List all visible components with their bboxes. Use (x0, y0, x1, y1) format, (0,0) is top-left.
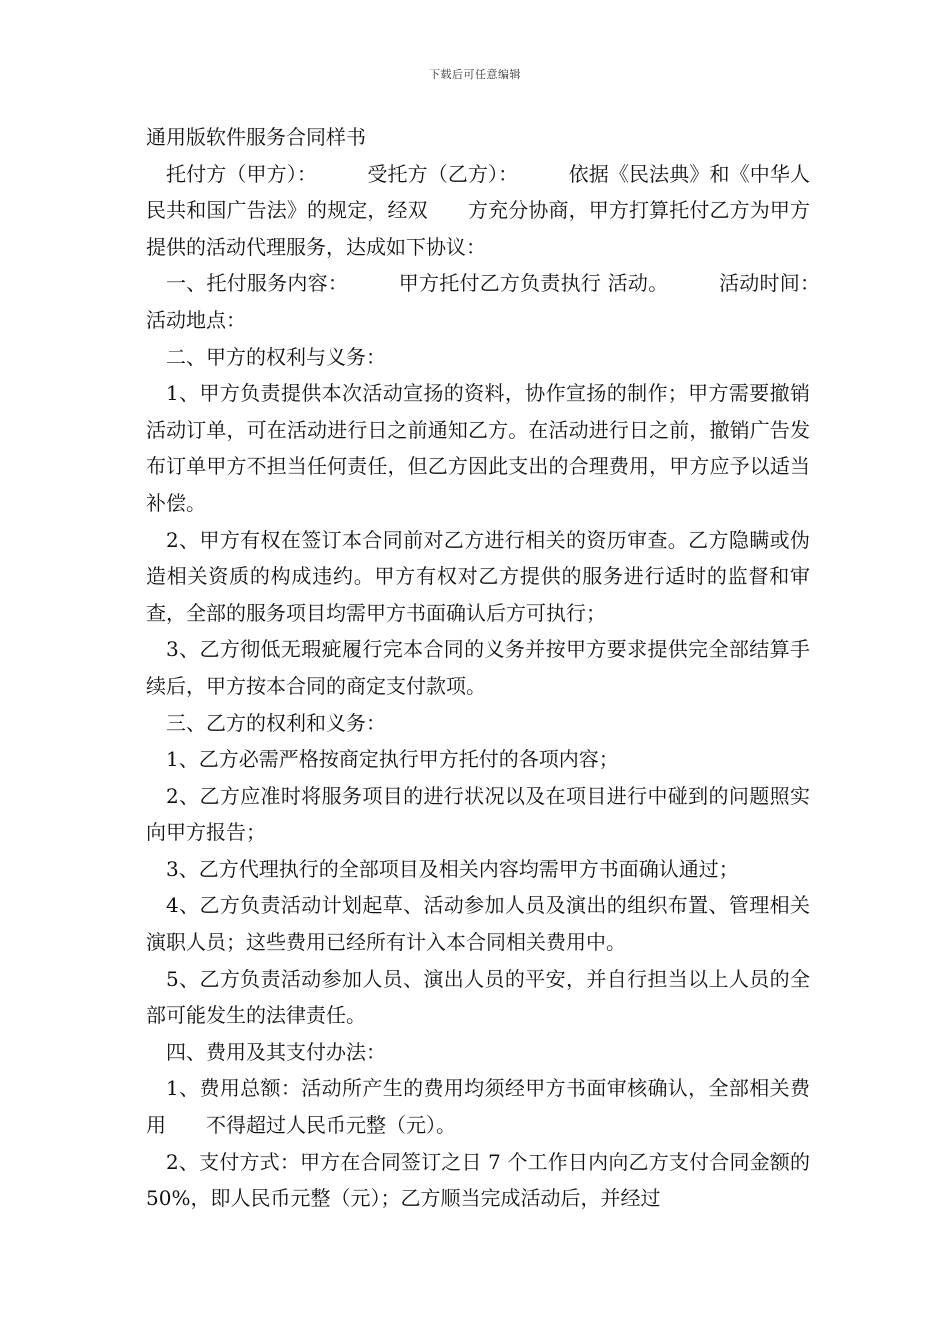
paragraph-2-3: 3、乙方彻低无瑕疵履行完本合同的义务并按甲方要求提供完全部结算手续后，甲方按本合同的商定支付款项。 (146, 637, 810, 698)
paragraph-4-2: 2、支付方式：甲方在合同签订之日 7 个工作日内向乙方支付合同金额的 50%，即人民币元整（元）；乙方顺当完成活动后，并经过 (146, 1149, 810, 1211)
paragraph-2-2: 2、甲方有权在签订本合同前对乙方进行相关的资历审查。乙方隐瞒或伪造相关资质的构成违约。甲方有权对乙方提供的服务进行适时的监督和审查，全部的服务项目均需甲方书面确认后方可执行； (146, 527, 810, 625)
paragraph-intro: 托付方（甲方）： 受托方（乙方）： 依据《民法典》和《中华人民共和国广告法》的规定，经双 方充分协商，甲方打算托付乙方为甲方提供的活动代理服务，达成如下协议： (146, 161, 810, 259)
section-heading-3: 三、乙方的权利和义务： (166, 710, 386, 735)
paragraph-3-3: 3、乙方代理执行的全部项目及相关内容均需甲方书面确认通过； (166, 856, 739, 881)
section-heading-2: 二、甲方的权利与义务： (166, 344, 386, 369)
paragraph-3-5: 5、乙方负责活动参加人员、演出人员的平安，并自行担当以上人员的全部可能发生的法律责任。 (146, 966, 810, 1028)
paragraph-section-1: 一、托付服务内容： 甲方托付乙方负责执行 活动。 活动时间： 活动地点： (146, 271, 870, 332)
document-title: 通用版软件服务合同样书 (146, 125, 366, 149)
paragraph-3-1: 1、乙方必需严格按商定执行甲方托付的各项内容； (166, 747, 619, 772)
paragraph-2-1: 1、甲方负责提供本次活动宣扬的资料，协作宣扬的制作；甲方需要撤销活动订单，可在活动进行日之前通知乙方。在活动进行日之前，撤销广告发布订单甲方不担当任何责任，但乙方因此支出的合理费用，甲方应予以适当补偿。 (146, 381, 810, 515)
contract-body (146, 119, 870, 1217)
paragraph-4-1: 1、费用总额：活动所产生的费用均须经甲方书面审核确认，全部相关费用 不得超过人民币元整（元）。 (146, 1076, 810, 1138)
section-heading-4: 四、费用及其支付办法： (166, 1039, 386, 1064)
paragraph-3-2: 2、乙方应准时将服务项目的进行状况以及在项目进行中碰到的问题照实向甲方报告； (146, 783, 810, 845)
page-header: 下载后可任意编辑 (429, 68, 521, 81)
paragraph-3-4: 4、乙方负责活动计划起草、活动参加人员及演出的组织布置、管理相关演职人员；这些费用已经所有计入本合同相关费用中。 (146, 893, 810, 955)
